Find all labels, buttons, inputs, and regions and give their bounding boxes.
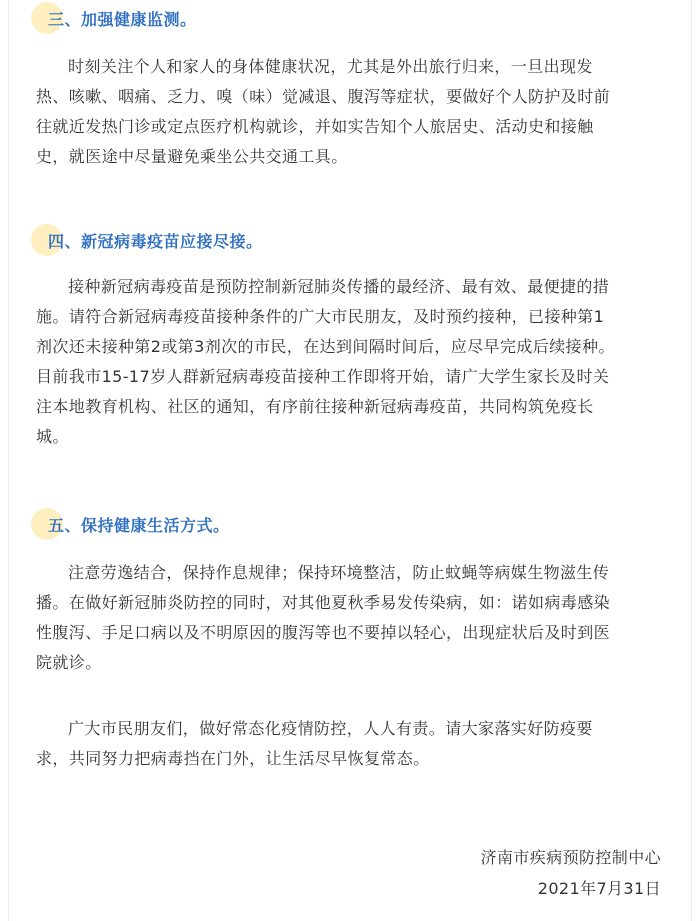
paragraph-line: 史，就医途中尽量避免乘坐公共交通工具。 [36,147,348,166]
paragraph-line: 接种新冠病毒疫苗是预防控制新冠肺炎传播的最经济、最有效、最便捷的措 [68,277,610,296]
paragraph-line: 城。 [36,427,69,446]
section-3-title: 三、加强健康监测。 [48,10,197,29]
paragraph-line: 时刻关注个人和家人的身体健康状况，尤其是外出旅行归来，一旦出现发 [68,57,593,76]
paragraph-line: 剂次还未接种第2或第3剂次的市民，在达到间隔时间后，应尽早完成后续接种。 [36,337,615,356]
paragraph-line: 往就近发热门诊或定点医疗机构就诊，并如实告知个人旅居史、活动史和接触 [36,117,594,136]
paragraph-line: 求，共同努力把病毒挡在门外，让生活尽早恢复常态。 [36,749,430,768]
signature-date: 2021年7月31日 [537,879,661,898]
closing-paragraph [36,714,686,774]
section-4-paragraph [36,272,686,452]
paragraph-line: 热、咳嗽、咽痛、乏力、嗅（味）觉减退、腹泻等症状，要做好个人防护及时前 [36,87,611,106]
section-5-title: 五、保持健康生活方式。 [48,516,230,535]
section-5-heading [31,508,431,540]
paragraph-line: 播。在做好新冠肺炎防控的同时，对其他夏秋季易发传染病，如：诺如病毒感染 [36,593,611,612]
signature-org: 济南市疾病预防控制中心 [480,848,661,867]
paragraph-line: 院就诊。 [36,653,102,672]
paragraph-line: 目前我市15-17岁人群新冠病毒疫苗接种工作即将开始，请广大学生家长及时关 [36,367,610,386]
paragraph-line: 注本地教育机构、社区的通知，有序前往接种新冠病毒疫苗，共同构筑免疫长 [36,397,594,416]
paragraph-line: 广大市民朋友们，做好常态化疫情防控，人人有责。请大家落实好防疫要 [68,719,593,738]
section-4-title: 四、新冠病毒疫苗应接尽接。 [48,232,263,251]
section-3-heading [31,2,431,34]
paragraph-line: 施。请符合新冠病毒疫苗接种条件的广大市民朋友，及时预约接种，已接种第1 [36,307,605,326]
section-4-heading [31,224,431,256]
section-3-paragraph [36,52,686,172]
paragraph-line: 性腹泻、手足口病以及不明原因的腹泻等也不要掉以轻心，出现症状后及时到医 [36,623,611,642]
section-5-paragraph [36,558,686,678]
article-body [8,0,692,921]
paragraph-line: 注意劳逸结合，保持作息规律；保持环境整洁，防止蚊蝇等病媒生物滋生传 [68,563,610,582]
